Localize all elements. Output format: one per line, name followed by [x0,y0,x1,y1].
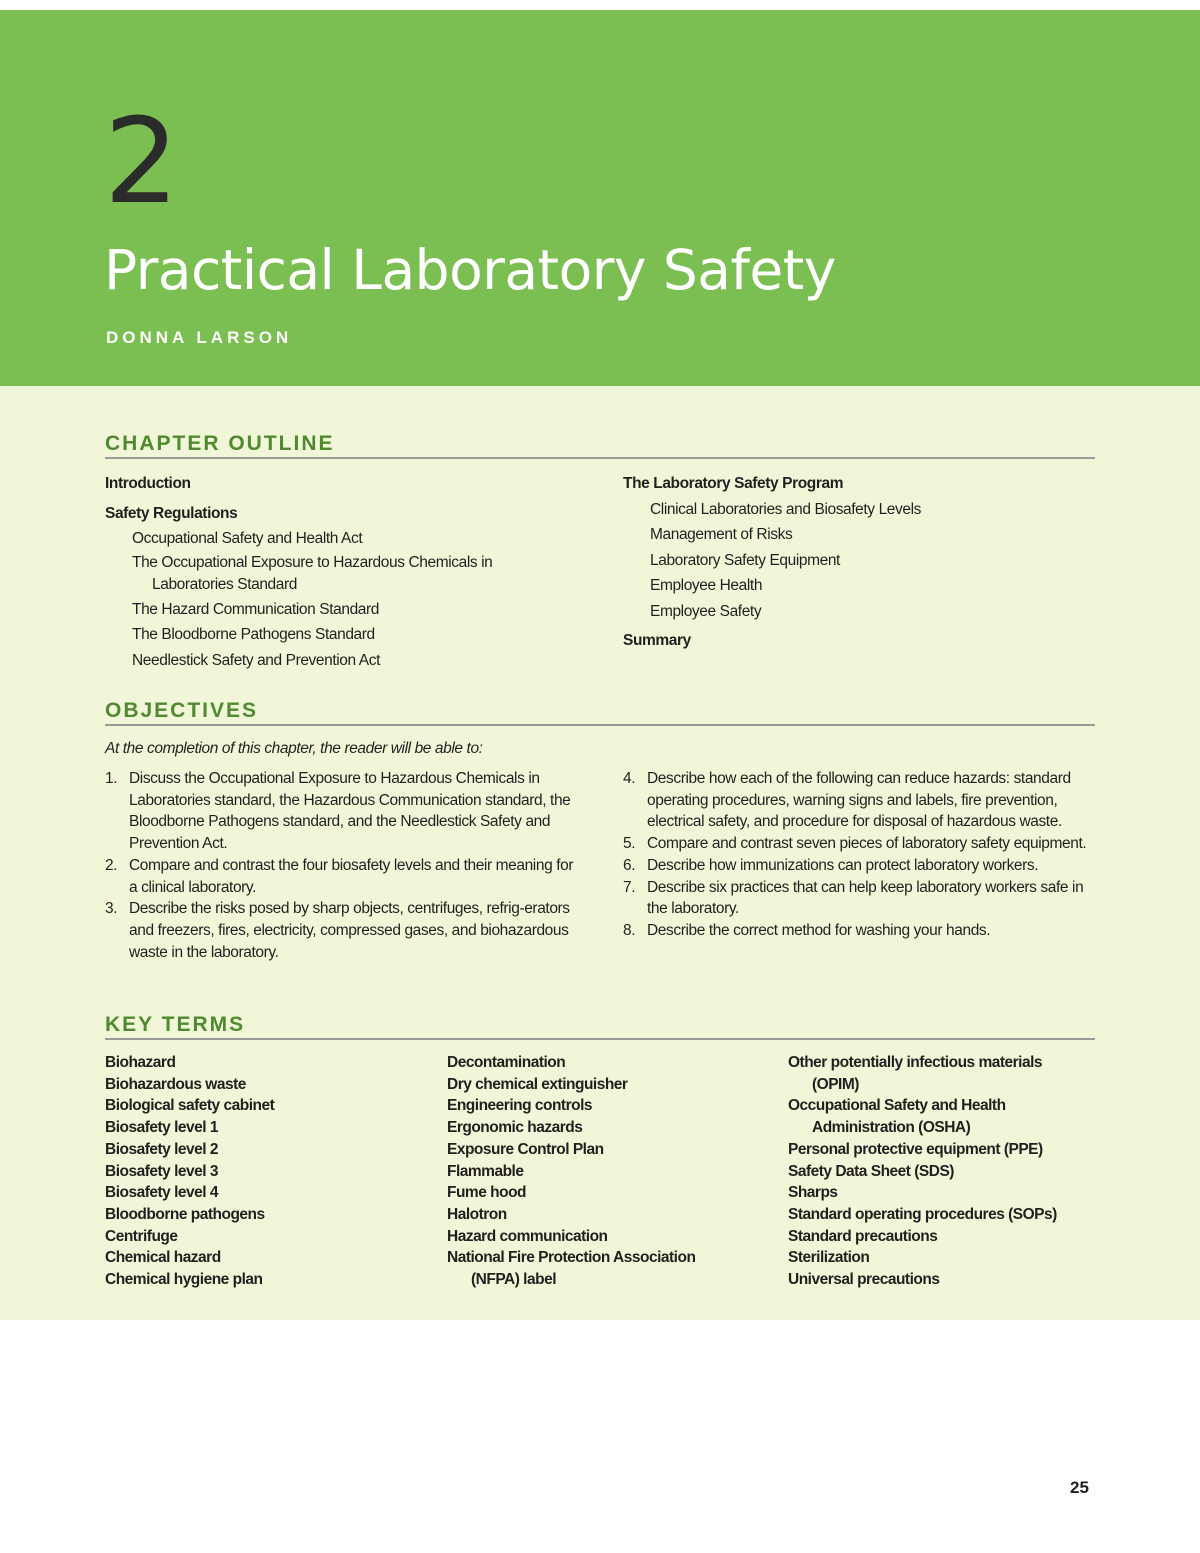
outline-item: Management of Risks [650,526,793,543]
key-term-continuation: (NFPA) label [471,1271,556,1289]
objective-text: Describe six practices that can help keep laboratory workers safe in the laboratory. [647,878,1084,918]
objective-text: Describe the risks posed by sharp objects, centrifuges, refrig-erators and freezers, fires, electricity, compressed gases, and biohazardous waste in the laboratory. [129,900,570,961]
key-term: Bloodborne pathogens [105,1205,265,1223]
key-term: Centrifuge [105,1227,178,1245]
objective-number: 2. [105,856,118,874]
key-term: Biohazardous waste [105,1075,246,1093]
chapter-title: Practical Laboratory Safety [104,238,836,302]
outline-item: The Laboratory Safety Program [623,475,844,492]
outline-item: Occupational Safety and Health Act [132,530,363,547]
key-terms-heading: KEY TERMS [105,1013,1095,1040]
key-terms-column-3 [788,1052,1118,1291]
objective-number: 4. [623,770,636,787]
key-term: Flammable [447,1162,524,1180]
objective-text: Describe how immunizations can protect laboratory workers. [647,856,1039,874]
key-term: Fume hood [447,1184,527,1202]
objective-text: Compare and contrast seven pieces of laboratory safety equipment. [647,835,1087,853]
key-term: Personal protective equipment (PPE) [788,1140,1043,1158]
key-term: Biosafety level 4 [105,1184,218,1202]
objectives-intro: At the completion of this chapter, the reader will be able to: [105,740,483,757]
outline-item: Laboratory Safety Equipment [650,551,840,569]
key-term: Dry chemical extinguisher [447,1075,628,1093]
key-term: Engineering controls [447,1097,593,1115]
key-term: Occupational Safety and Health [788,1097,1006,1115]
key-term-continuation: Administration (OSHA) [812,1119,971,1137]
key-term: Safety Data Sheet (SDS) [788,1162,954,1180]
key-term: Sharps [788,1184,838,1202]
key-term: Biosafety level 2 [105,1140,218,1158]
objective-item [105,898,577,963]
outline-item: Summary [623,632,691,649]
objective-text: Compare and contrast the four biosafety levels and their meaning for a clinical laboratory. [129,856,574,896]
objective-number: 3. [105,900,118,918]
outline-item: Needlestick Safety and Prevention Act [132,651,380,669]
objective-number: 5. [623,835,636,853]
key-term: Other potentially infectious materials [788,1054,1043,1071]
objective-number: 7. [623,878,636,896]
key-term: Chemical hygiene plan [105,1271,263,1289]
objective-item [105,855,577,898]
outline-item: Employee Health [650,577,763,594]
key-term: Sterilization [788,1249,870,1267]
outline-heading: CHAPTER OUTLINE [105,432,1095,459]
key-term: Biohazard [105,1054,176,1071]
objective-number: 8. [623,921,636,939]
outline-item: Safety Regulations [105,504,238,522]
key-term: Decontamination [447,1054,566,1071]
objective-text: Describe how each of the following can reduce hazards: standard operating procedures, warning signs and labels, fire prevention, electrical safety, and procedure for disposal of hazardous waste. [647,770,1071,831]
chapter-number: 2 [104,92,180,230]
key-term: Hazard communication [447,1227,608,1245]
objectives-left-column [105,768,577,963]
outline-item: Introduction [105,475,191,492]
outline-item-continuation: Laboratories Standard [152,575,297,593]
objective-number: 6. [623,856,636,874]
objective-text: Describe the correct method for washing your hands. [647,921,991,939]
key-terms-column-2 [447,1052,777,1291]
key-term: Biosafety level 3 [105,1162,218,1180]
objectives-heading: OBJECTIVES [105,699,1095,726]
chapter-banner [0,10,1200,386]
objective-text: Discuss the Occupational Exposure to Hazardous Chemicals in Laboratories standard, the Hazardous Communication standard, the Bloodborne Pathogens standard, and the Needlestick Safety and Prevention Act. [129,770,571,853]
objective-item [623,920,1098,942]
objective-item [623,855,1098,877]
objectives-right-column [623,768,1098,942]
key-term: Chemical hazard [105,1249,221,1267]
page-number: 25 [1070,1478,1089,1497]
outline-item: Employee Safety [650,602,762,620]
key-term: Halotron [447,1205,507,1223]
key-term-continuation: (OPIM) [812,1075,859,1093]
key-term: Biosafety level 1 [105,1119,218,1137]
outline-item: The Hazard Communication Standard [132,600,379,618]
key-term: Universal precautions [788,1271,940,1289]
outline-item [105,552,575,595]
objective-number: 1. [105,770,118,787]
chapter-author: DONNA LARSON [106,328,293,347]
outline-left-column [105,471,575,673]
objective-item [623,877,1098,920]
key-term: Ergonomic hazards [447,1119,583,1137]
outline-right-column [623,471,1093,654]
objective-item [623,768,1098,833]
outline-item: The Bloodborne Pathogens Standard [132,626,375,643]
outline-item: Clinical Laboratories and Biosafety Levels [650,500,921,518]
key-term: Biological safety cabinet [105,1097,275,1115]
outline-item-label: The Occupational Exposure to Hazardous Chemicals in [132,553,493,571]
key-term: Standard precautions [788,1227,938,1245]
key-term: National Fire Protection Association [447,1249,696,1267]
key-terms-column-1 [105,1052,435,1291]
key-term: Standard operating procedures (SOPs) [788,1205,1057,1223]
key-term: Exposure Control Plan [447,1140,604,1158]
objective-item [105,768,577,855]
objective-item [623,833,1098,855]
